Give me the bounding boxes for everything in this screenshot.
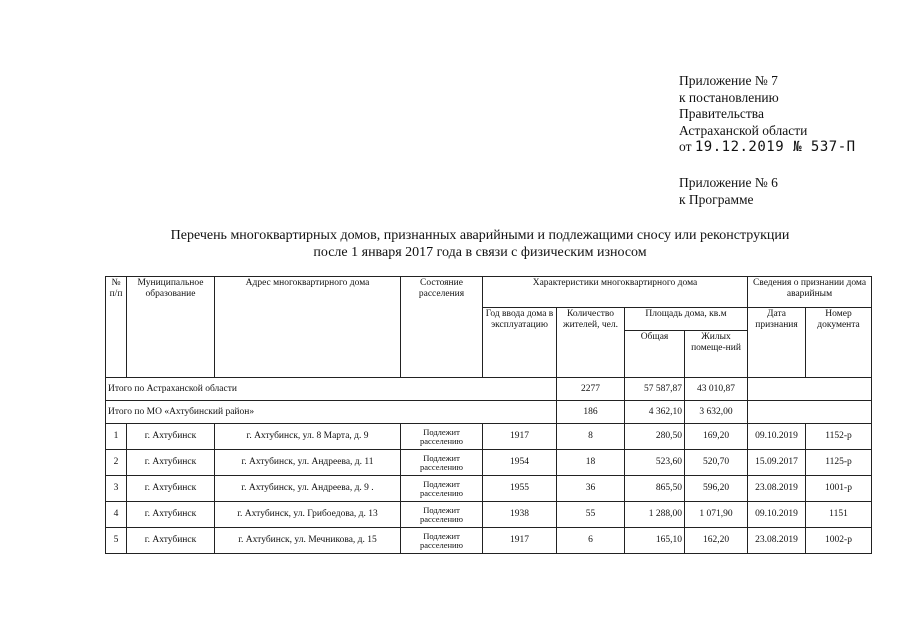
- cell-status: Подлежит расселению: [401, 476, 483, 502]
- total-residents: 2277: [557, 378, 625, 401]
- cell-address: г. Ахтубинск, ул. Грибоедова, д. 13: [215, 502, 401, 528]
- cell-status: Подлежит расселению: [401, 450, 483, 476]
- table-row: [106, 476, 872, 502]
- cell-residents: 36: [557, 476, 625, 502]
- header-doc-number: Номер документа: [806, 308, 872, 378]
- cell-municipality: г. Ахтубинск: [127, 476, 215, 502]
- cell-status: Подлежит расселению: [401, 528, 483, 554]
- cell-doc-number: 1002-р: [806, 528, 872, 554]
- total-label: Итого по Астраханской области: [106, 378, 557, 401]
- header-area-living: Жилых помеще-ний: [685, 331, 748, 378]
- cell-year: 1917: [483, 424, 557, 450]
- cell-municipality: г. Ахтубинск: [127, 528, 215, 554]
- cell-year: 1917: [483, 528, 557, 554]
- annex-7-line2: к постановлению: [679, 89, 779, 105]
- header-num: № п/п: [106, 277, 127, 378]
- cell-address: г. Ахтубинск, ул. Мечникова, д. 15: [215, 528, 401, 554]
- cell-area-total: 865,50: [625, 476, 685, 502]
- cell-doc-number: 1125-р: [806, 450, 872, 476]
- cell-area-total: 165,10: [625, 528, 685, 554]
- cell-num: 5: [106, 528, 127, 554]
- cell-num: 1: [106, 424, 127, 450]
- total-label: Итого по МО «Ахтубинский район»: [106, 401, 557, 424]
- cell-address: г. Ахтубинск, ул. 8 Марта, д. 9: [215, 424, 401, 450]
- cell-area-living: 520,70: [685, 450, 748, 476]
- header-characteristics: Характеристики многоквартирного дома: [483, 277, 748, 308]
- cell-area-total: 280,50: [625, 424, 685, 450]
- cell-rec-date: 23.08.2019: [748, 528, 806, 554]
- cell-municipality: г. Ахтубинск: [127, 502, 215, 528]
- cell-doc-number: 1001-р: [806, 476, 872, 502]
- document-title-line1: Перечень многоквартирных домов, признанных аварийными и подлежащими сносу или реконструкции: [170, 228, 790, 243]
- cell-area-living: 162,20: [685, 528, 748, 554]
- total-area-total: 57 587,87: [625, 378, 685, 401]
- table-row: [106, 528, 872, 554]
- annex-7-date-prefix: от: [679, 139, 692, 154]
- total-area-living: 3 632,00: [685, 401, 748, 424]
- header-area: Площадь дома, кв.м: [625, 308, 748, 331]
- annex-7-date-line: [679, 139, 856, 156]
- cell-address: г. Ахтубинск, ул. Андреева, д. 11: [215, 450, 401, 476]
- total-area-living: 43 010,87: [685, 378, 748, 401]
- cell-area-living: 169,20: [685, 424, 748, 450]
- annex-7-date-value: 19.12.2019 № 537-П: [694, 139, 856, 155]
- cell-residents: 8: [557, 424, 625, 450]
- cell-area-total: 523,60: [625, 450, 685, 476]
- header-status: Состояние расселения: [401, 277, 483, 378]
- header-municipality: Муниципальное образование: [127, 277, 215, 378]
- cell-residents: 18: [557, 450, 625, 476]
- cell-municipality: г. Ахтубинск: [127, 450, 215, 476]
- header-residents: Количество жителей, чел.: [557, 308, 625, 378]
- cell-rec-date: 09.10.2019: [748, 502, 806, 528]
- cell-year: 1938: [483, 502, 557, 528]
- cell-rec-date: 15.09.2017: [748, 450, 806, 476]
- cell-rec-date: 23.08.2019: [748, 476, 806, 502]
- annex-7-block: [679, 73, 856, 156]
- table-row: [106, 424, 872, 450]
- annex-6-title: Приложение № 6: [679, 175, 778, 190]
- cell-doc-number: 1152-р: [806, 424, 872, 450]
- cell-area-living: 596,20: [685, 476, 748, 502]
- header-area-total: Общая: [625, 331, 685, 378]
- header-address: Адрес многоквартирного дома: [215, 277, 401, 378]
- annex-6-line2: к Программе: [679, 191, 754, 207]
- cell-status: Подлежит расселению: [401, 502, 483, 528]
- total-empty: [748, 401, 872, 424]
- cell-area-total: 1 288,00: [625, 502, 685, 528]
- cell-status: Подлежит расселению: [401, 424, 483, 450]
- cell-num: 4: [106, 502, 127, 528]
- table-row: [106, 502, 872, 528]
- cell-year: 1954: [483, 450, 557, 476]
- table-row-total-region: [106, 378, 872, 401]
- cell-municipality: г. Ахтубинск: [127, 424, 215, 450]
- document-title: [150, 227, 810, 261]
- header-recognition: Сведения о признании дома аварийным: [748, 277, 872, 308]
- header-rec-date: Дата признания: [748, 308, 806, 378]
- annex-6-block: [679, 175, 778, 208]
- table-row-total-district: [106, 401, 872, 424]
- annex-7-line3: Правительства: [679, 106, 764, 121]
- annex-7-title: Приложение № 7: [679, 73, 778, 88]
- cell-residents: 6: [557, 528, 625, 554]
- table-row: [106, 450, 872, 476]
- cell-address: г. Ахтубинск, ул. Андреева, д. 9 .: [215, 476, 401, 502]
- emergency-houses-table: [105, 276, 872, 554]
- cell-doc-number: 1151: [806, 502, 872, 528]
- annex-7-line4: Астраханской области: [679, 122, 808, 138]
- cell-area-living: 1 071,90: [685, 502, 748, 528]
- cell-residents: 55: [557, 502, 625, 528]
- cell-num: 2: [106, 450, 127, 476]
- total-empty: [748, 378, 872, 401]
- cell-year: 1955: [483, 476, 557, 502]
- total-area-total: 4 362,10: [625, 401, 685, 424]
- cell-rec-date: 09.10.2019: [748, 424, 806, 450]
- cell-num: 3: [106, 476, 127, 502]
- document-title-line2: после 1 января 2017 года в связи с физическим износом: [313, 245, 647, 260]
- total-residents: 186: [557, 401, 625, 424]
- header-year: Год ввода дома в эксплуатацию: [483, 308, 557, 378]
